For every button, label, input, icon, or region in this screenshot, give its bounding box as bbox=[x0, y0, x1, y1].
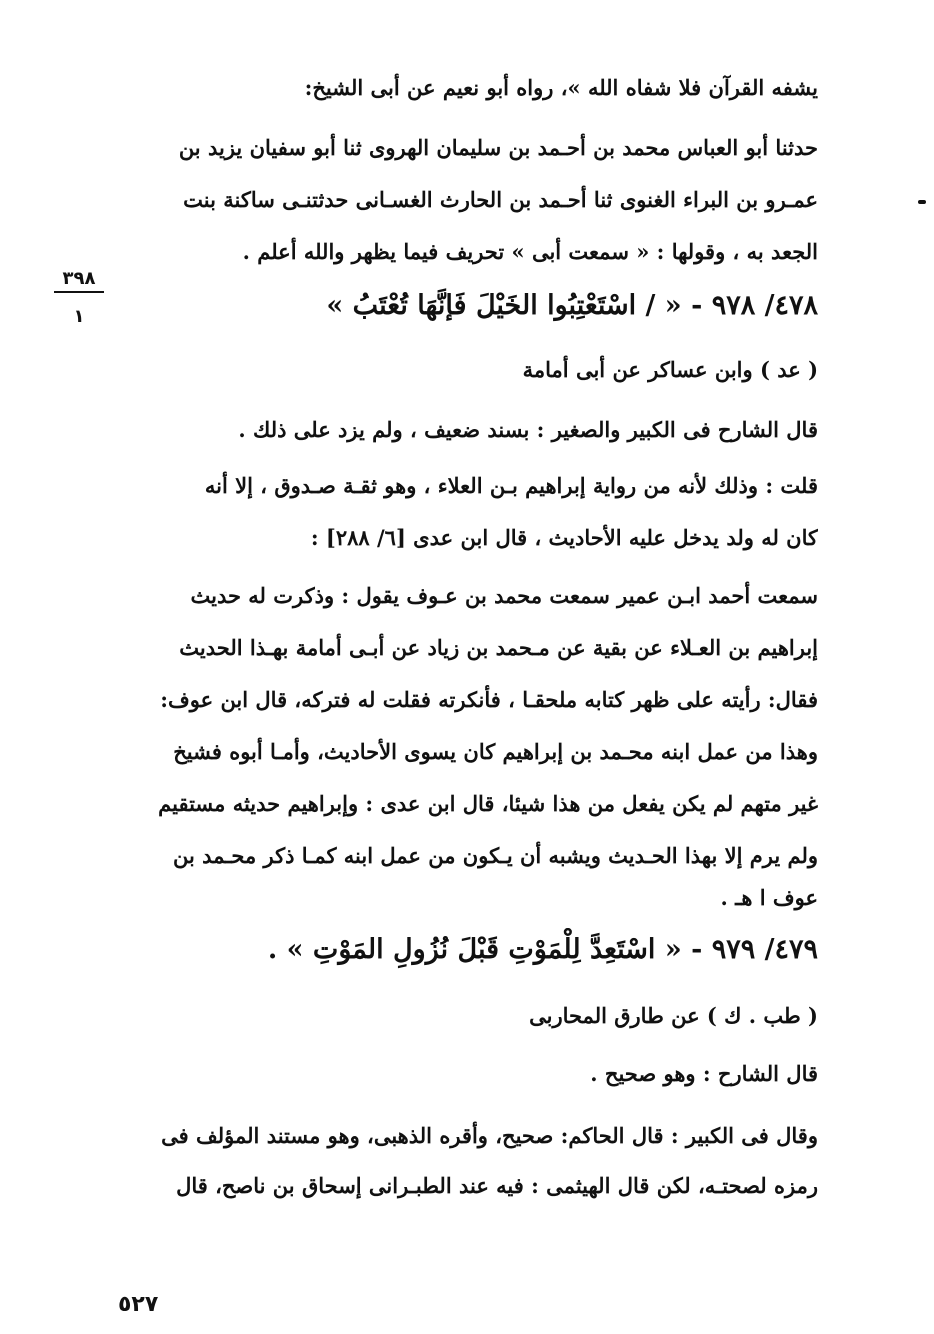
text-line-8: قلت : وذلك لأنه من رواية إبراهيم بـن العلاء ، وهو ثقـة صـدوق ، إلا أنه bbox=[204, 473, 818, 498]
text-line-16: عوف ا هـ . bbox=[720, 885, 818, 910]
text-line-11: إبراهيم بن العـلاء عن بقية عن مـحمد بن زياد عن أبـى أمامة بهـذا الحديث bbox=[179, 635, 818, 660]
source-line-979: ( طب . ك ) عن طارق المحاربى bbox=[529, 1003, 818, 1028]
text-line-20: وقال فى الكبير : قال الحاكم: صحيح، وأقره الذهبى، وهو مستند المؤلف فى bbox=[161, 1123, 818, 1148]
text-line-1: يشفه القرآن فلا شفاه الله »، رواه أبو نعيم عن أبى الشيخ: bbox=[304, 75, 818, 100]
page-number: ٥٢٧ bbox=[118, 1292, 159, 1317]
hadith-heading-979: ٤٧٩/ ٩٧٩ - « اسْتَعِدَّ لِلْمَوْتِ قَبْلَ نُزُولِ المَوْتِ » . bbox=[267, 934, 818, 965]
text-line-7: قال الشارح فى الكبير والصغير : بسند ضعيف ، ولم يزد على ذلك . bbox=[238, 417, 818, 442]
text-line-21: رمزه لصحتـه، لكن قال الهيثمى : فيه عند الطبـرانى إسحاق بن ناصح، قال bbox=[176, 1173, 818, 1198]
source-line-978: ( عد ) وابن عساكر عن أبى أمامة bbox=[522, 357, 818, 382]
hadith-heading-978: ٤٧٨/ ٩٧٨ - « / اسْتَعْتِبُوا الخَيْلَ فَإنَّهَا تُعْتَبُ » bbox=[326, 290, 818, 321]
text-line-14: غير متهم لم يكن يفعل من هذا شيئا، قال ابن عدى : وإبراهيم حديثه مستقيم bbox=[158, 791, 818, 816]
text-line-12: فقال: رأيته على ظهر كتابه ملحقـا ، فأنكرته فقلت له فتركه، قال ابن عوف: bbox=[160, 687, 818, 712]
margin-mark bbox=[918, 200, 926, 204]
text-line-19: قال الشارح : وهو صحيح . bbox=[590, 1061, 818, 1086]
text-line-2: حدثنا أبو العباس محمد بن أحـمد بن سليمان الهروى ثنا أبو سفيان يزيد بن bbox=[178, 135, 818, 160]
text-line-13: وهذا من عمل ابنه محـمد بن إبراهيم كان يسوى الأحاديث، وأمـا أبوه فشيخ bbox=[173, 739, 818, 764]
text-line-3: عمـرو بن البراء الغنوى ثنا أحـمد بن الحارث الغسـانى حدثتنـى ساكنة بنت bbox=[183, 187, 818, 212]
text-line-9: كان له ولد يدخل عليه الأحاديث ، قال ابن عدى [٦/ ٢٨٨] : bbox=[310, 525, 818, 550]
margin-note-bottom: ١ bbox=[73, 306, 85, 327]
text-line-15: ولم يرم إلا بهذا الحـديث ويشبه أن يـكون من عمل ابنه كمـا ذكر محـمد بن bbox=[172, 843, 818, 868]
margin-note-top: ٣٩٨ bbox=[54, 268, 104, 293]
text-line-10: سمعت أحمد ابـن عمير سمعت محمد بن عـوف يقول : وذكرت له حديث bbox=[190, 583, 818, 608]
text-line-4: الجعد به ، وقولها : « سمعت أبى » تحريف فيما يظهر والله أعلم . bbox=[242, 239, 818, 264]
